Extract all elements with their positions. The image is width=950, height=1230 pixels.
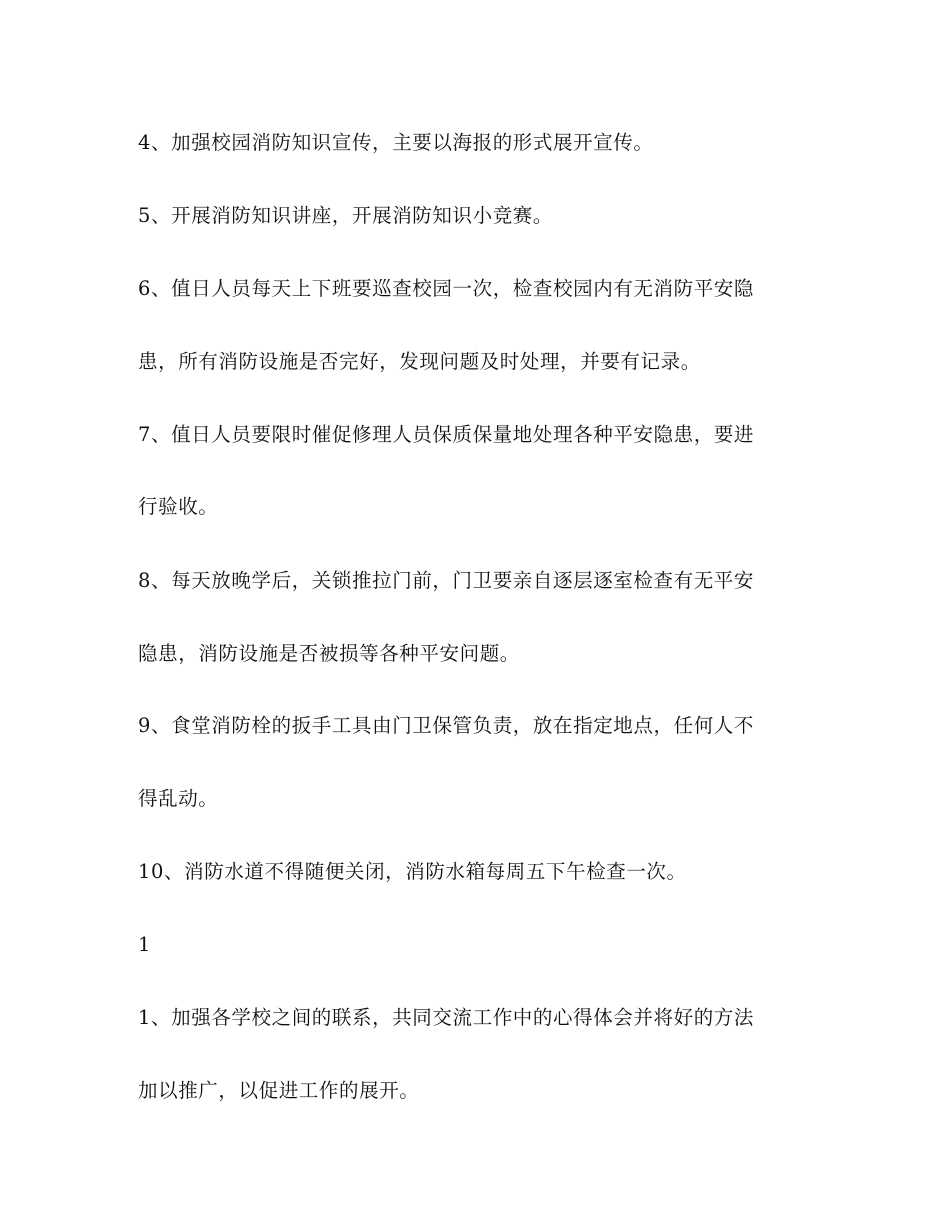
text-line-item-1: 1、加强各学校之间的联系，共同交流工作中的心得体会并将好的方法 bbox=[138, 1006, 755, 1029]
text-line-item-4: 4、加强校园消防知识宣传，主要以海报的形式展开宣传。 bbox=[138, 131, 654, 154]
text-line-item-8: 8、每天放晚学后，关锁推拉门前，门卫要亲自逐层逐室检查有无平安 bbox=[138, 569, 755, 592]
text-line-item-7: 7、值日人员要限时催促修理人员保质保量地处理各种平安隐患，要进 bbox=[138, 423, 755, 446]
text-line-item-1-cont: 加以推广，以促进工作的展开。 bbox=[138, 1079, 420, 1102]
section-number: 1 bbox=[138, 933, 152, 956]
text-line-item-9-cont: 得乱动。 bbox=[138, 787, 219, 810]
text-line-item-10: 10、消防水道不得随便关闭，消防水箱每周五下午检查一次。 bbox=[138, 860, 687, 883]
text-line-item-9: 9、食堂消防栓的扳手工具由门卫保管负责，放在指定地点，任何人不 bbox=[138, 714, 755, 737]
text-line-item-6-cont: 患，所有消防设施是否完好，发现问题及时处理，并要有记录。 bbox=[138, 350, 701, 373]
text-line-item-7-cont: 行验收。 bbox=[138, 495, 219, 518]
text-line-item-8-cont: 隐患，消防设施是否被损等各种平安问题。 bbox=[138, 642, 520, 665]
text-line-item-6: 6、值日人员每天上下班要巡查校园一次，检查校园内有无消防平安隐 bbox=[138, 277, 755, 300]
text-line-item-5: 5、开展消防知识讲座，开展消防知识小竞赛。 bbox=[138, 204, 554, 227]
